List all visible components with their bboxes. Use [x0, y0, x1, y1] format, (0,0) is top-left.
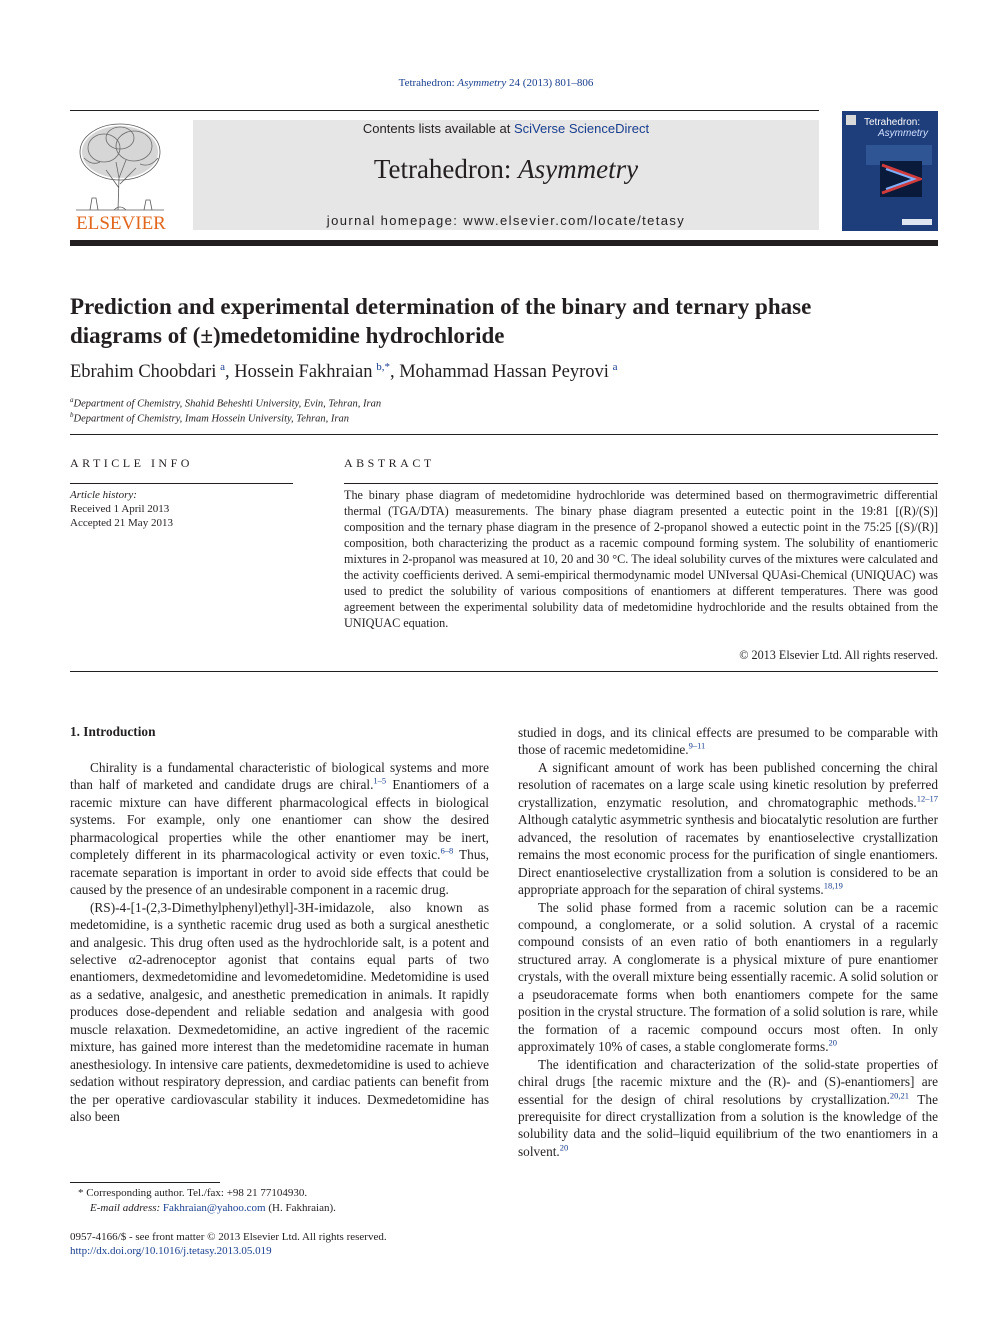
author-list: Ebrahim Choobdari $^a$, Hossein Fakhraian $^{b,*}$, Mohammad Hassan Peyrovi $^a$	[70, 361, 618, 383]
cover-graphic-icon	[880, 161, 922, 197]
corresponding-author: * Corresponding author. Tel./fax: +98 21 77104930.	[78, 1187, 308, 1199]
journal-cover-image	[842, 111, 938, 231]
paragraph-text: Chirality is a fundamental characteristic of biological systems and more than half of marketed and candidate drugs are chiral.	[70, 760, 489, 793]
journal-name-italic: Asymmetry	[518, 154, 639, 184]
article-info-rule	[70, 483, 293, 484]
citation-link[interactable]: 20,21	[889, 1090, 910, 1101]
citation-link[interactable]: 6–8	[440, 845, 454, 856]
article-title: Prediction and experimental determination of the binary and ternary phase diagrams of (±)medetomidine hydrochloride	[70, 294, 812, 348]
citation-link[interactable]: 20	[559, 1142, 569, 1153]
affiliation	[70, 411, 349, 425]
journal-name	[193, 154, 819, 185]
citation-link[interactable]: 12–17	[916, 793, 938, 804]
body-column-right	[518, 724, 938, 1160]
affiliation-marker: b	[70, 411, 74, 419]
section-rule	[70, 434, 938, 435]
email-suffix: (H. Fakhraian).	[265, 1202, 336, 1214]
homepage-label: journal homepage:	[326, 213, 464, 228]
cover-imprint	[902, 219, 932, 225]
paragraph-text: The identification and characterization of the solid-state properties of chiral drugs [the racemic mixture and the (R)- and (S)-enantiomers] are essential for the design of chiral resolutions by crystallization.	[518, 1056, 938, 1107]
paragraph	[518, 724, 938, 759]
issn-line: 0957-4166/$ - see front matter © 2013 Elsevier Ltd. All rights reserved.	[70, 1231, 387, 1243]
contents-line	[193, 121, 819, 136]
article-history	[70, 488, 173, 530]
homepage-link[interactable]: www.elsevier.com/locate/tetasy	[463, 213, 686, 228]
elsevier-wordmark: ELSEVIER	[76, 213, 166, 232]
author-name[interactable]: Hossein Fakhraian	[234, 362, 373, 383]
paragraph-text: A significant amount of work has been published concerning the chiral resolution of racemates on a large scale using kinetic resolution by preferred crystallization, enzymatic resolution, and chromatographic methods.	[518, 759, 938, 810]
citation-link[interactable]: 20	[828, 1037, 838, 1048]
cover-title	[864, 117, 928, 139]
citation-link[interactable]: 18,19	[823, 880, 843, 891]
paragraph	[518, 899, 938, 1056]
paragraph-text: (RS)-4-[1-(2,3-Dimethylphenyl)ethyl]-3H-imidazole, also known as medetomidine, is a synthetic racemic drug used as both a surgical anesthetic and analgesic. This drug often used as the hydrochloride salt, is a potent and selective α2-adrenoceptor agonist that contains equal parts of two enantiomers, dexmedetomidine and levomedetomidine. Medetomidine is used as a sedative, analgesic, and anesthetic premedication in animals. It rapidly produces dose-dependent and reliable sedation and analgesia with good muscle relaxation. Dexmedetomidine, an active ingredient of the racemic mixture, has gained more interest than the medetomidine racemate in human anesthesiology. In intensive care patients, dexmedetomidine is used to achieve sedation without respiratory depression, and cardiac patients can benefit from the per operative cardiovascular stability it induces. Dexmedetomidine has also been	[70, 899, 489, 1125]
history-label: Article history:	[70, 489, 137, 501]
footnote-rule	[70, 1182, 220, 1183]
email-label: E-mail address:	[90, 1202, 163, 1214]
elsevier-logo	[70, 118, 172, 232]
author-name[interactable]: Ebrahim Choobdari	[70, 362, 217, 383]
header-rule	[70, 110, 819, 111]
affiliation-marker: a	[70, 396, 74, 404]
paragraph-text: Thus, racemate separation is important in order to avoid side effects that could be caused by the presence of an undesirable component in a racemic drug.	[70, 847, 489, 898]
accepted-date: Accepted 21 May 2013	[70, 517, 173, 529]
received-date: Received 1 April 2013	[70, 503, 170, 515]
paragraph-text: Enantiomers of a racemic mixture can have different pharmacological effects in biological systems. For example, only one enantiomer can show the desired pharmacological properties while the other enantiomer may be inert, completely different in its pharmacological activity or even toxic.	[70, 777, 490, 863]
author-affiliation-marker[interactable]: a	[220, 361, 226, 373]
elsevier-tree-icon	[70, 118, 172, 232]
corresponding-author-note	[70, 1186, 490, 1216]
citation-link[interactable]: 1–5	[373, 776, 387, 787]
citation-volume-pages: 24 (2013) 801–806	[506, 77, 594, 89]
page-footer	[70, 1231, 387, 1258]
affiliation-text: Department of Chemistry, Shahid Beheshti University, Evin, Tehran, Iran	[73, 398, 382, 410]
section-heading: 1. Introduction	[70, 724, 156, 739]
paragraph	[70, 899, 489, 1126]
body-column-left	[70, 759, 489, 1126]
citation-link[interactable]: 9–11	[688, 741, 706, 752]
section-rule	[70, 671, 938, 672]
citation-journal: Tetrahedron:	[398, 77, 458, 89]
cover-title-text: Tetrahedron:	[864, 117, 921, 128]
contents-prefix: Contents lists available at	[362, 121, 514, 136]
journal-citation[interactable]	[0, 77, 992, 89]
paragraph	[518, 1056, 938, 1161]
paragraph-text: The prerequisite for direct crystallization from a solution is the knowledge of the solubility data and the solid–liquid equilibrium of the two enantiomers in a solvent.	[518, 1091, 938, 1159]
author-affiliation-marker[interactable]: b,*	[376, 361, 390, 373]
paragraph-text: The solid phase formed from a racemic solution can be a racemic compound, a conglomerate, or a solid solution. A crystal of a racemic compound consists of an even ratio of both enantiomers in a regularly structured array. A conglomerate is a physical mixture of pure enantiomer crystals, with the overall mixture being essentially racemic. A solid solution or a pseudoracemate forms when both enantiomers compete for the same position in the crystal structure. The formation of a solid solution is rare, while the formation of a racemic compound occurs most often. In only approximately 10% of cases, a stable conglomerate forms.	[518, 899, 938, 1055]
affiliation-text: Department of Chemistry, Imam Hossein University, Tehran, Iran	[73, 413, 350, 425]
citation-journal-italic: Asymmetry	[457, 77, 507, 89]
journal-name-main: Tetrahedron:	[373, 154, 519, 184]
paragraph	[518, 759, 938, 899]
abstract-copyright: © 2013 Elsevier Ltd. All rights reserved.	[739, 648, 938, 662]
doi-link[interactable]: http://dx.doi.org/10.1016/j.tetasy.2013.05.019	[70, 1244, 272, 1257]
author-affiliation-marker[interactable]: a	[612, 361, 618, 373]
journal-homepage	[193, 213, 819, 228]
abstract-rule	[344, 483, 938, 484]
cover-logo-icon	[846, 115, 856, 125]
author-name[interactable]: Mohammad Hassan Peyrovi	[399, 362, 609, 383]
paragraph-text: studied in dogs, and its clinical effects are presumed to be comparable with those of racemic medetomidine.	[518, 725, 938, 758]
abstract-heading: ABSTRACT	[344, 456, 435, 470]
affiliation	[70, 396, 381, 410]
email-link[interactable]: Fakhraian@yahoo.com	[162, 1202, 266, 1214]
paragraph	[70, 759, 489, 899]
header-thick-rule	[70, 240, 938, 246]
cover-subtitle: Asymmetry	[878, 128, 928, 139]
paragraph-text: Although catalytic asymmetric synthesis and biocatalytic resolution are further advanced, the resolution of racemates by enantioselective crystallization remains the most economic process for the purification of single enantiomers. Direct enantioselective crystallization from a solution is considered to be an appropriate approach for the separation of chiral systems.	[518, 812, 938, 898]
sciencedirect-link[interactable]: SciVerse ScienceDirect	[513, 121, 650, 136]
abstract-text: The binary phase diagram of medetomidine hydrochloride was determined based on thermogravimetric differential thermal (TGA/DTA) measurements. The binary phase diagram presented a eutectic point in the 19:81 [(R)/(S)] composition and the ternary phase diagram in the presence of 2-propanol showed a eutectic point in the 75:25 [(S)/(R)] composition, both characterizing the product as a racemic compound forming system. The solubility of enantiomeric mixtures in 2-propanol was measured at 10, 20 and 30 °C. The ideal solubility curves of the mixtures were calculated and the activity coefficients derived. A semi-empirical thermodynamic model UNIversal QUAsi-Chemical (UNIQUAC) was used to predict the solubility of various compositions of enantiomers at different temperatures. There was good agreement between the experimental solubility data of medetomidine hydrochloride and the results obtained from the UNIQUAC equation.	[344, 488, 938, 630]
article-info-heading: ARTICLE INFO	[70, 456, 193, 470]
